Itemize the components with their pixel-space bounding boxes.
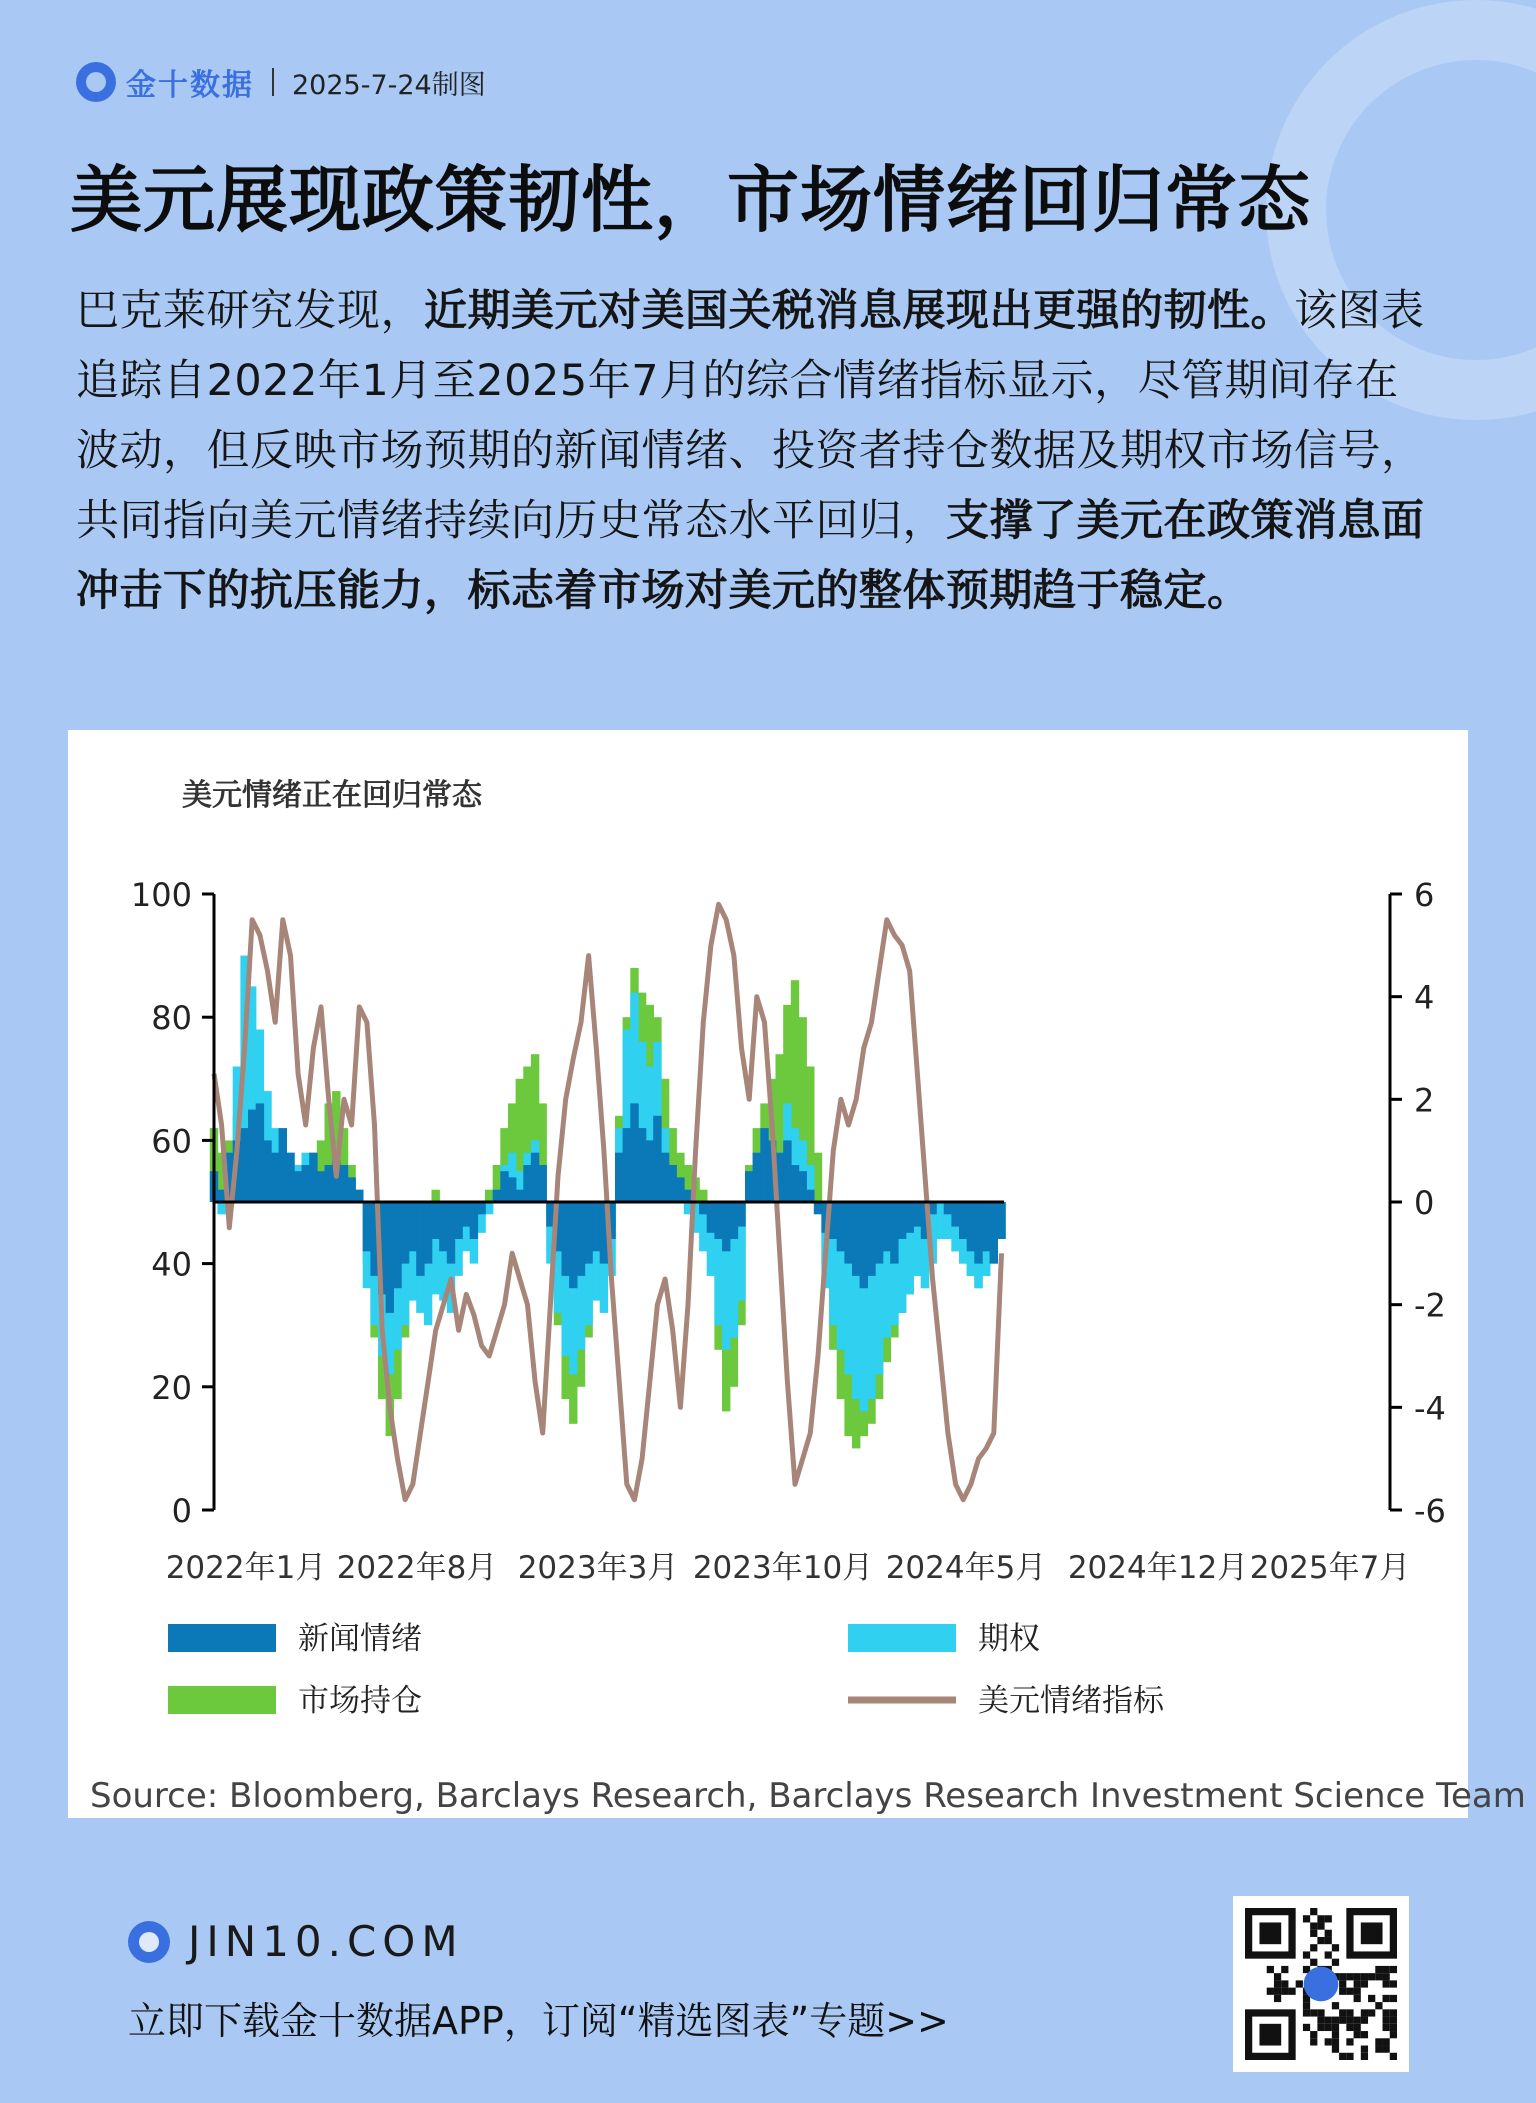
positioning-bar	[432, 1190, 440, 1202]
news-bar	[967, 1202, 975, 1251]
qr-module	[1354, 2024, 1361, 2031]
legend-label-news: 新闻情绪	[298, 1621, 422, 1657]
left-tick-label: 80	[151, 999, 192, 1038]
news-bar	[240, 1128, 248, 1202]
qr-module	[1361, 2053, 1368, 2060]
header	[76, 62, 486, 102]
qr-module	[1317, 1915, 1324, 1922]
options-bar	[936, 1202, 944, 1239]
qr-module	[1375, 2002, 1382, 2009]
qr-module	[1368, 1973, 1375, 1980]
news-bar	[447, 1202, 455, 1264]
qr-module	[1383, 2024, 1390, 2031]
qr-module	[1390, 1995, 1397, 2002]
qr-module	[1368, 2009, 1375, 2016]
legend-swatch-options	[848, 1624, 956, 1652]
qr-module	[1361, 2031, 1368, 2038]
qr-module	[1383, 1973, 1390, 1980]
qr-module	[1390, 2031, 1397, 2038]
news-bar	[944, 1202, 952, 1214]
qr-module	[1317, 1922, 1324, 1929]
x-tick-label: 2024年5月	[885, 1550, 1047, 1586]
news-bar	[890, 1202, 898, 1264]
qr-module	[1354, 2017, 1361, 2024]
news-bar	[592, 1202, 600, 1251]
news-bar	[875, 1202, 883, 1264]
news-bar	[508, 1177, 516, 1202]
news-bar	[347, 1177, 355, 1202]
qr-module	[1310, 2038, 1317, 2045]
qr-module	[1317, 1937, 1324, 1944]
qr-module	[1339, 1980, 1346, 1987]
news-bar	[623, 1128, 631, 1202]
news-bar	[699, 1202, 707, 1214]
news-bar	[883, 1202, 891, 1251]
news-bar	[638, 1128, 646, 1202]
qr-module	[1310, 2009, 1317, 2016]
qr-module	[1339, 1988, 1346, 1995]
qr-module	[1303, 1951, 1310, 1958]
news-bar	[913, 1202, 921, 1227]
news-bar	[294, 1171, 302, 1202]
news-bar	[516, 1190, 524, 1202]
qr-module	[1325, 1937, 1332, 1944]
news-bar	[837, 1202, 845, 1251]
x-tick-label: 2022年8月	[336, 1550, 498, 1586]
brand-name: 金十数据	[126, 68, 254, 103]
qr-module	[1288, 1988, 1295, 1995]
news-bar	[531, 1153, 539, 1202]
positioning-bar	[485, 1190, 493, 1202]
qr-module	[1383, 2017, 1390, 2024]
news-bar	[302, 1165, 310, 1202]
x-tick-label: 2025年7月	[1249, 1550, 1411, 1586]
options-bar	[217, 1202, 225, 1214]
qr-module	[1354, 1973, 1361, 1980]
chart-title: 美元情绪正在回归常态	[182, 778, 482, 813]
qr-finder	[1361, 1922, 1383, 1944]
news-bar	[462, 1202, 470, 1227]
news-bar	[309, 1153, 317, 1202]
legend-label-index: 美元情绪指标	[978, 1683, 1164, 1719]
description-bold-1: 近期美元对美国关税消息展现出更强的韧性。	[424, 286, 1294, 336]
qr-module	[1361, 2009, 1368, 2016]
chart-source: Source: Bloomberg, Barclays Research, Barclays Research Investment Science Team	[90, 1776, 1526, 1816]
right-tick-label: -2	[1414, 1286, 1446, 1325]
news-bar	[393, 1202, 401, 1288]
news-bar	[760, 1128, 768, 1202]
news-bar	[500, 1171, 508, 1202]
legend-label-options: 期权	[978, 1621, 1040, 1657]
qr-module	[1310, 2031, 1317, 2038]
description	[76, 276, 1440, 626]
qr-module	[1383, 1995, 1390, 2002]
news-bar	[997, 1202, 1005, 1239]
qr-code-icon	[1245, 1908, 1397, 2060]
qr-module	[1368, 1995, 1375, 2002]
news-bar	[386, 1202, 394, 1313]
x-tick-label: 2023年3月	[517, 1550, 679, 1586]
news-bar	[256, 1103, 264, 1202]
qr-module	[1361, 2017, 1368, 2024]
qr-module	[1274, 1995, 1281, 2002]
footer-site[interactable]: JIN10.COM	[188, 1917, 464, 1966]
options-bar	[485, 1202, 493, 1214]
right-tick-label: 6	[1414, 876, 1435, 914]
qr-module	[1361, 2046, 1368, 2053]
news-bar	[584, 1202, 592, 1264]
news-bar	[432, 1202, 440, 1239]
page-title: 美元展现政策韧性，市场情绪回归常态	[70, 158, 1312, 242]
qr-module	[1375, 2038, 1382, 2045]
qr-module	[1375, 1973, 1382, 1980]
left-tick-label: 0	[171, 1492, 192, 1530]
news-bar	[424, 1202, 432, 1264]
qr-module	[1375, 2046, 1382, 2053]
qr-module	[1281, 1966, 1288, 1973]
qr-module	[1346, 1988, 1353, 1995]
news-bar	[263, 1140, 271, 1202]
news-bar	[959, 1202, 967, 1239]
news-bar	[477, 1202, 485, 1214]
news-bar	[982, 1202, 990, 1251]
news-bar	[707, 1202, 715, 1233]
news-bar	[615, 1153, 623, 1202]
qr-module	[1361, 1973, 1368, 1980]
positioning-bar	[814, 1153, 822, 1202]
qr-module	[1346, 1973, 1353, 1980]
right-tick-label: -6	[1414, 1492, 1446, 1530]
qr-module	[1267, 1988, 1274, 1995]
news-bar	[669, 1165, 677, 1202]
qr-module	[1325, 1930, 1332, 1937]
qr-module	[1390, 2053, 1397, 2060]
qr-code[interactable]	[1233, 1896, 1409, 2072]
qr-module	[1310, 1959, 1317, 1966]
qr-module	[1383, 2038, 1390, 2045]
news-bar	[806, 1190, 814, 1202]
qr-module	[1332, 1944, 1339, 1951]
qr-module	[1303, 2024, 1310, 2031]
news-bar	[286, 1153, 294, 1202]
header-divider	[272, 68, 274, 96]
right-tick-label: 0	[1414, 1184, 1435, 1222]
news-bar	[279, 1128, 287, 1202]
qr-module	[1375, 1966, 1382, 1973]
positioning-bar	[699, 1190, 707, 1202]
qr-module	[1346, 2038, 1353, 2045]
news-bar	[799, 1171, 807, 1202]
qr-module	[1317, 2024, 1324, 2031]
qr-module	[1346, 2017, 1353, 2024]
qr-module	[1332, 2046, 1339, 2053]
right-tick-label: -4	[1414, 1389, 1446, 1428]
x-tick-label: 2024年12月	[1067, 1550, 1249, 1586]
news-bar	[562, 1202, 570, 1276]
news-bar	[523, 1165, 531, 1202]
news-bar	[577, 1202, 585, 1276]
news-bar	[974, 1202, 982, 1264]
qr-module	[1325, 1915, 1332, 1922]
news-bar	[783, 1140, 791, 1202]
qr-module	[1332, 1959, 1339, 1966]
news-bar	[630, 1103, 638, 1202]
qr-module	[1383, 2046, 1390, 2053]
qr-module	[1354, 1995, 1361, 2002]
qr-module	[1281, 1980, 1288, 1987]
news-bar	[409, 1202, 417, 1251]
qr-module	[1325, 2017, 1332, 2024]
qr-module	[1274, 1988, 1281, 1995]
footer-logo-icon	[128, 1921, 170, 1963]
news-bar	[745, 1171, 753, 1202]
news-bar	[852, 1202, 860, 1276]
news-bar	[844, 1202, 852, 1264]
news-bar	[355, 1190, 363, 1202]
news-bar	[730, 1202, 738, 1239]
qr-module	[1303, 2002, 1310, 2009]
news-bar	[646, 1140, 654, 1202]
news-bar	[661, 1153, 669, 1202]
qr-module	[1390, 1966, 1397, 1973]
qr-module	[1332, 2024, 1339, 2031]
qr-module	[1354, 2031, 1361, 2038]
qr-module	[1267, 1966, 1274, 1973]
legend-swatch-news	[168, 1624, 276, 1652]
news-bar	[271, 1153, 279, 1202]
qr-module	[1339, 1973, 1346, 1980]
qr-module	[1310, 1930, 1317, 1937]
description-part-2: 该图表追踪自2022年1月至2025年7月的综合情绪指标显示，尽管期间存在波动，但反映市场预期的新闻情绪、投资者持仓数据及期权市场信号，共同指向美元情绪持续向历史常态水平回归，	[76, 286, 1425, 546]
news-bar	[569, 1202, 577, 1288]
qr-module	[1303, 2009, 1310, 2016]
description-bold-2: 支撑了美元在政策消息面冲击下的抗压能力，标志着市场对美元的整体预期趋于稳定。	[76, 496, 1425, 616]
news-bar	[340, 1165, 348, 1202]
qr-module	[1383, 1966, 1390, 1973]
news-bar	[860, 1202, 868, 1288]
qr-module	[1332, 2031, 1339, 2038]
qr-center-logo	[1304, 1967, 1339, 2002]
qr-module	[1303, 1915, 1310, 1922]
qr-module	[1383, 1980, 1390, 1987]
qr-module	[1339, 2017, 1346, 2024]
news-bar	[248, 1110, 256, 1202]
qr-module	[1383, 2009, 1390, 2016]
news-bar	[906, 1202, 914, 1233]
news-bar	[363, 1202, 371, 1251]
news-bar	[470, 1202, 478, 1239]
qr-module	[1354, 1988, 1361, 1995]
news-bar	[990, 1202, 998, 1264]
legend-label-positioning: 市场持仓	[298, 1683, 422, 1719]
qr-module	[1346, 2024, 1353, 2031]
qr-module	[1361, 1980, 1368, 1987]
qr-module	[1354, 1980, 1361, 1987]
qr-module	[1310, 1944, 1317, 1951]
qr-module	[1325, 2038, 1332, 2045]
news-bar	[814, 1202, 822, 1214]
news-bar	[439, 1202, 447, 1251]
qr-module	[1390, 2024, 1397, 2031]
left-tick-label: 60	[151, 1122, 192, 1161]
qr-module	[1390, 1980, 1397, 1987]
news-bar	[951, 1202, 959, 1227]
chart-card	[68, 730, 1526, 1818]
news-bar	[722, 1202, 730, 1251]
legend-swatch-positioning	[168, 1686, 276, 1714]
qr-module	[1317, 2017, 1324, 2024]
news-bar	[401, 1202, 409, 1264]
news-bar	[791, 1165, 799, 1202]
left-tick-label: 40	[151, 1245, 192, 1284]
qr-module	[1325, 2024, 1332, 2031]
right-tick-label: 2	[1414, 1081, 1435, 1120]
jin10-logo-icon	[76, 62, 116, 102]
qr-module	[1310, 1908, 1317, 1915]
qr-module	[1325, 1951, 1332, 1958]
news-bar	[714, 1202, 722, 1239]
footer-cta[interactable]: 立即下载金十数据APP，订阅“精选图表”专题>>	[128, 1999, 949, 2043]
qr-module	[1274, 1973, 1281, 1980]
x-tick-label: 2022年1月	[165, 1550, 327, 1586]
qr-finder	[1259, 2024, 1281, 2046]
news-bar	[898, 1202, 906, 1239]
qr-module	[1346, 2009, 1353, 2016]
qr-module	[1390, 2017, 1397, 2024]
qr-module	[1332, 2017, 1339, 2024]
qr-finder	[1259, 1922, 1281, 1944]
news-bar	[867, 1202, 875, 1276]
news-bar	[493, 1190, 501, 1202]
news-bar	[676, 1177, 684, 1202]
right-tick-label: 4	[1414, 978, 1435, 1017]
x-tick-label: 2023年10月	[692, 1550, 874, 1586]
news-bar	[653, 1116, 661, 1202]
chart-date: 2025-7-24制图	[292, 69, 486, 101]
left-tick-label: 20	[151, 1368, 192, 1407]
chart-svg	[68, 730, 1468, 1770]
news-bar	[737, 1202, 745, 1227]
news-bar	[325, 1165, 333, 1202]
qr-module	[1332, 2038, 1339, 2045]
qr-module	[1274, 1980, 1281, 1987]
left-tick-label: 100	[130, 876, 192, 914]
qr-module	[1281, 1988, 1288, 1995]
news-bar	[416, 1202, 424, 1276]
qr-module	[1310, 1922, 1317, 1929]
qr-module	[1332, 2002, 1339, 2009]
qr-module	[1339, 2009, 1346, 2016]
qr-module	[1390, 2009, 1397, 2016]
qr-module	[1339, 2053, 1346, 2060]
news-bar	[753, 1153, 761, 1202]
news-bar	[539, 1165, 547, 1202]
news-bar	[454, 1202, 462, 1239]
qr-module	[1317, 2009, 1324, 2016]
qr-module	[1346, 2053, 1353, 2060]
description-part-1: 巴克莱研究发现，	[76, 286, 424, 336]
news-bar	[317, 1171, 325, 1202]
qr-module	[1296, 1980, 1303, 1987]
